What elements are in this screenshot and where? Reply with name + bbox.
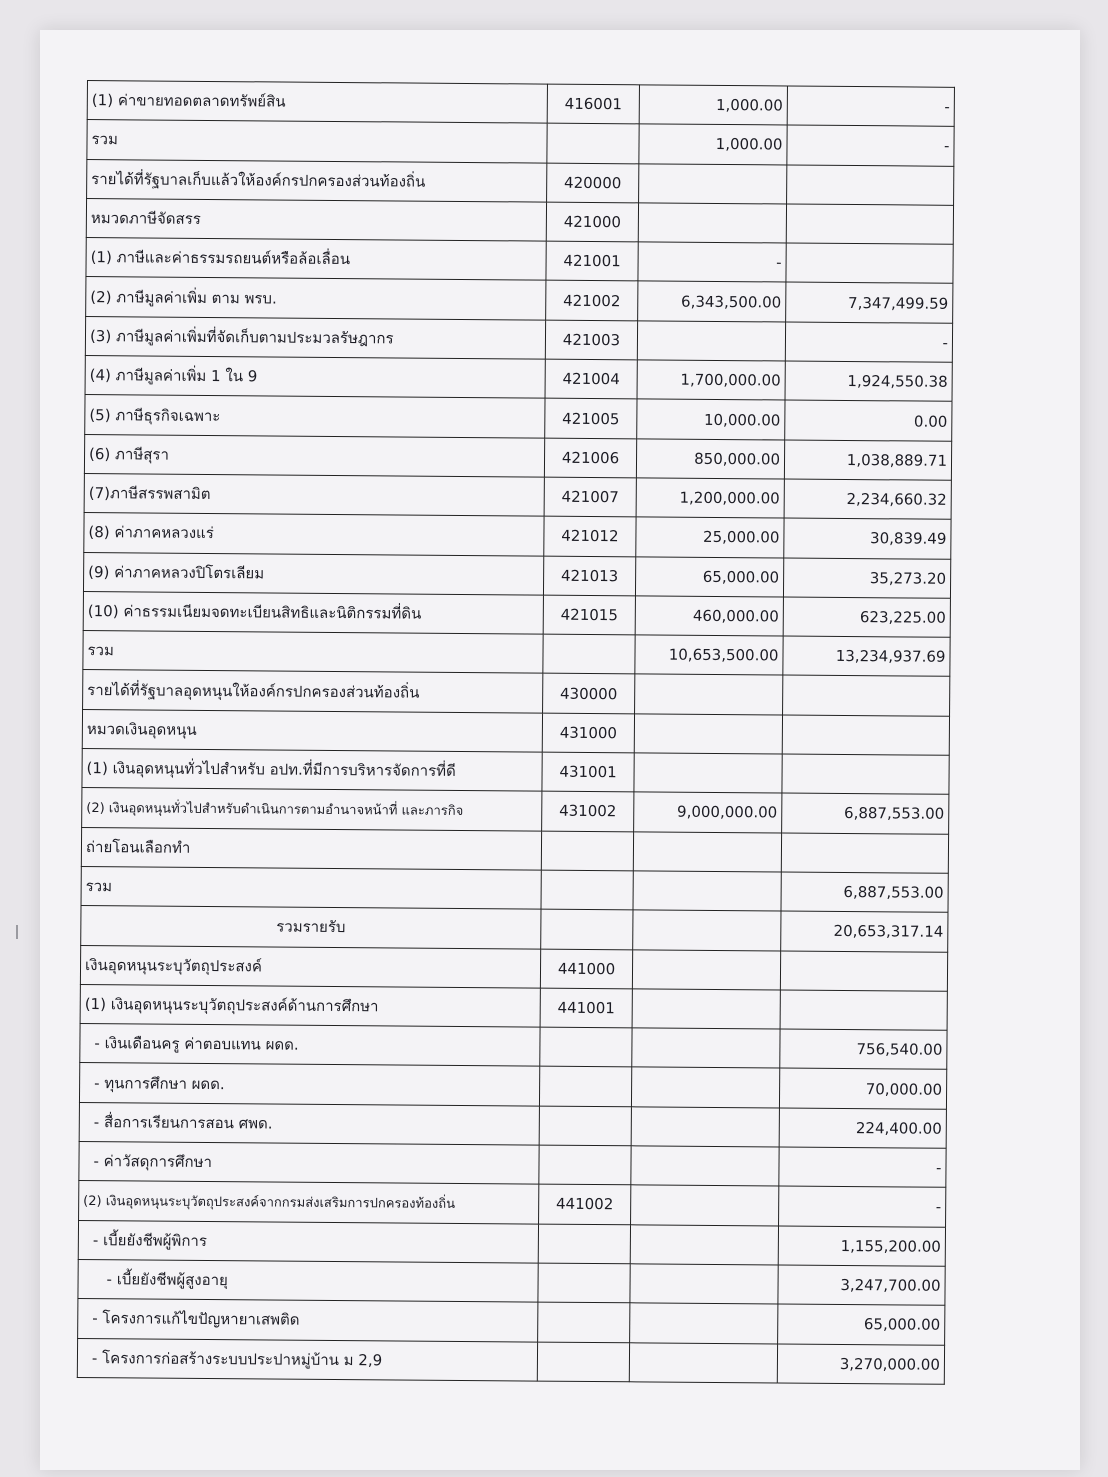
- table-row: [79, 1181, 946, 1227]
- table-row: [79, 1063, 946, 1109]
- actual-amount-cell: -: [787, 125, 954, 166]
- actual-amount-cell: 3,270,000.00: [777, 1343, 944, 1384]
- actual-amount-cell: -: [779, 1186, 946, 1227]
- budget-amount-cell: [631, 1107, 779, 1147]
- item-cell: เงินอุดหนุนระบุวัตถุประสงค์: [80, 945, 540, 988]
- item-cell: - เบี้ยยังชีพผู้พิการ: [78, 1220, 538, 1263]
- actual-amount-cell: 1,038,889.71: [784, 440, 951, 481]
- table-row: [81, 866, 948, 912]
- account-code-cell: [543, 634, 635, 674]
- account-code-cell: [540, 1027, 632, 1067]
- table-row: [84, 513, 951, 559]
- budget-amount-cell: [633, 871, 781, 911]
- account-code-cell: [539, 1067, 631, 1107]
- table-row: [78, 1259, 945, 1305]
- account-code-cell: 420000: [547, 163, 639, 203]
- account-code-cell: 421000: [546, 202, 638, 242]
- actual-amount-cell: 623,225.00: [783, 597, 950, 638]
- actual-amount-cell: [787, 165, 954, 206]
- actual-amount-cell: [783, 675, 950, 716]
- table-row: [78, 1299, 945, 1345]
- table-row: [82, 788, 949, 834]
- budget-amount-cell: [631, 1146, 779, 1186]
- item-cell: - ทุนการศึกษา ผดด.: [79, 1063, 539, 1106]
- budget-amount-cell: [638, 203, 786, 243]
- account-code-cell: 421002: [546, 281, 638, 321]
- item-cell: ถ่ายโอนเลือกทำ: [81, 827, 541, 870]
- item-cell: (2) ภาษีมูลค่าเพิ่ม ตาม พรบ.: [86, 277, 546, 320]
- actual-amount-cell: [782, 754, 949, 795]
- item-cell: (2) เงินอุดหนุนระบุวัตถุประสงค์จากกรมส่งเสริมการปกครองท้องถิ่น: [79, 1181, 539, 1224]
- table-row: [80, 1024, 947, 1070]
- actual-amount-cell: 756,540.00: [780, 1029, 947, 1070]
- table-row: [84, 473, 951, 519]
- table-row: [83, 552, 950, 598]
- budget-amount-cell: [630, 1224, 778, 1264]
- item-cell: หมวดภาษีจัดสรร: [86, 198, 546, 241]
- budget-amount-cell: 460,000.00: [635, 596, 783, 636]
- account-code-cell: 430000: [543, 674, 635, 714]
- budget-amount-cell: [629, 1342, 777, 1382]
- actual-amount-cell: 2,234,660.32: [784, 479, 951, 520]
- account-code-cell: [538, 1263, 630, 1303]
- budget-amount-cell: 10,000.00: [637, 399, 785, 439]
- actual-amount-cell: [786, 204, 953, 245]
- table-row: [83, 670, 950, 716]
- account-code-cell: [537, 1342, 629, 1382]
- table-row: [87, 120, 954, 166]
- actual-amount-cell: 35,273.20: [783, 558, 950, 599]
- account-code-cell: [538, 1224, 630, 1264]
- budget-amount-cell: [632, 989, 780, 1029]
- budget-amount-cell: [631, 1067, 779, 1107]
- budget-amount-cell: 1,000.00: [639, 85, 787, 125]
- budget-amount-cell: [634, 753, 782, 793]
- budget-amount-cell: 10,653,500.00: [635, 635, 783, 675]
- budget-amount-cell: [631, 1185, 779, 1225]
- account-code-cell: 421015: [543, 595, 635, 635]
- account-code-cell: [547, 123, 639, 163]
- budget-amount-cell: 1,000.00: [639, 124, 787, 164]
- item-cell: รายได้ที่รัฐบาลอุดหนุนให้องค์กรปกครองส่วนท้องถิ่น: [83, 670, 543, 713]
- table-row: [78, 1220, 945, 1266]
- account-code-cell: 421006: [544, 438, 636, 478]
- actual-amount-cell: 1,155,200.00: [778, 1226, 945, 1267]
- revenue-table-body: [77, 81, 954, 1385]
- table-row: [86, 238, 953, 284]
- account-code-cell: [541, 909, 633, 949]
- account-code-cell: [541, 870, 633, 910]
- table-row: [84, 434, 951, 480]
- actual-amount-cell: 6,887,553.00: [781, 872, 948, 913]
- item-cell: (4) ภาษีมูลค่าเพิ่ม 1 ใน 9: [85, 356, 545, 399]
- account-code-cell: 421012: [544, 516, 636, 556]
- item-cell: รวม: [87, 120, 547, 163]
- table-row: [83, 591, 950, 637]
- table-row: [80, 984, 947, 1030]
- item-cell: รายได้ที่รัฐบาลเก็บแล้วให้องค์กรปกครองส่วนท้องถิ่น: [87, 159, 547, 202]
- budget-amount-cell: [632, 1028, 780, 1068]
- budget-amount-cell: 6,343,500.00: [638, 281, 786, 321]
- item-cell: - โครงการแก้ไขปัญหายาเสพติด: [78, 1299, 538, 1342]
- account-code-cell: 441002: [539, 1184, 631, 1224]
- account-code-cell: 421003: [545, 320, 637, 360]
- budget-amount-cell: [630, 1264, 778, 1304]
- budget-amount-cell: [632, 949, 780, 989]
- item-cell: รวม: [83, 631, 543, 674]
- account-code-cell: 421004: [545, 359, 637, 399]
- actual-amount-cell: 13,234,937.69: [783, 636, 950, 677]
- table-row: [77, 1338, 944, 1384]
- account-code-cell: 421007: [544, 477, 636, 517]
- budget-amount-cell: 9,000,000.00: [634, 792, 782, 832]
- item-cell: - ค่าวัสดุการศึกษา: [79, 1141, 539, 1184]
- actual-amount-cell: 30,839.49: [784, 518, 951, 559]
- item-cell: (8) ค่าภาคหลวงแร่: [84, 513, 544, 556]
- table-row: [79, 1102, 946, 1148]
- actual-amount-cell: 65,000.00: [778, 1304, 945, 1345]
- account-code-cell: [539, 1145, 631, 1185]
- table-row: [81, 906, 948, 952]
- table-row: [86, 198, 953, 244]
- account-code-cell: 416001: [547, 84, 639, 124]
- budget-amount-cell: [633, 910, 781, 950]
- actual-amount-cell: -: [787, 86, 954, 127]
- item-cell: (6) ภาษีสุรา: [84, 434, 544, 477]
- table-row: [85, 356, 952, 402]
- actual-amount-cell: 3,247,700.00: [778, 1265, 945, 1306]
- actual-amount-cell: [781, 833, 948, 874]
- budget-amount-cell: 1,200,000.00: [636, 478, 784, 518]
- table-row: [82, 749, 949, 795]
- table-row: [87, 81, 954, 127]
- account-code-cell: 441001: [540, 988, 632, 1028]
- actual-amount-cell: 7,347,499.59: [786, 282, 953, 323]
- budget-amount-cell: [630, 1303, 778, 1343]
- table-row: [79, 1141, 946, 1187]
- budget-amount-cell: [633, 831, 781, 871]
- budget-amount-cell: [639, 163, 787, 203]
- item-cell: รวมรายรับ: [81, 906, 541, 949]
- page-edge-mark: [16, 925, 18, 939]
- budget-amount-cell: 25,000.00: [636, 517, 784, 557]
- table-row: [81, 827, 948, 873]
- account-code-cell: 431001: [542, 752, 634, 792]
- item-cell: (1) เงินอุดหนุนระบุวัตถุประสงค์ด้านการศึกษา: [80, 984, 540, 1027]
- budget-amount-cell: [634, 714, 782, 754]
- account-code-cell: 421001: [546, 241, 638, 281]
- budget-amount-cell: 1,700,000.00: [637, 360, 785, 400]
- item-cell: - เบี้ยยังชีพผู้สูงอายุ: [78, 1259, 538, 1302]
- actual-amount-cell: 70,000.00: [779, 1068, 946, 1109]
- actual-amount-cell: [782, 715, 949, 756]
- item-cell: - โครงการก่อสร้างระบบประปาหมู่บ้าน ม 2,9: [77, 1338, 537, 1381]
- table-row: [85, 316, 952, 362]
- table-row: [85, 395, 952, 441]
- account-code-cell: [539, 1106, 631, 1146]
- item-cell: (2) เงินอุดหนุนทั่วไปสำหรับดำเนินการตามอำนาจหน้าที่ และภารกิจ: [82, 788, 542, 831]
- budget-amount-cell: -: [638, 242, 786, 282]
- budget-amount-cell: [635, 674, 783, 714]
- account-code-cell: [541, 831, 633, 871]
- actual-amount-cell: -: [779, 1147, 946, 1188]
- item-cell: (7)ภาษีสรรพสามิต: [84, 473, 544, 516]
- account-code-cell: [538, 1302, 630, 1342]
- item-cell: (9) ค่าภาคหลวงปิโตรเลียม: [83, 552, 543, 595]
- account-code-cell: 421005: [545, 398, 637, 438]
- table-row: [87, 159, 954, 205]
- budget-amount-cell: 65,000.00: [635, 556, 783, 596]
- item-cell: (10) ค่าธรรมเนียมจดทะเบียนสิทธิและนิติกรรมที่ดิน: [83, 591, 543, 634]
- table-row: [86, 277, 953, 323]
- table-row: [82, 709, 949, 755]
- budget-amount-cell: [637, 321, 785, 361]
- account-code-cell: 421013: [543, 556, 635, 596]
- actual-amount-cell: 1,924,550.38: [785, 361, 952, 402]
- account-code-cell: 441000: [540, 949, 632, 989]
- table-row: [83, 631, 950, 677]
- actual-amount-cell: 224,400.00: [779, 1108, 946, 1149]
- item-cell: (3) ภาษีมูลค่าเพิ่มที่จัดเก็บตามประมวลรัษฎากร: [85, 316, 545, 359]
- actual-amount-cell: [786, 243, 953, 284]
- actual-amount-cell: -: [785, 322, 952, 363]
- actual-amount-cell: 20,653,317.14: [781, 911, 948, 952]
- table-row: [80, 945, 947, 991]
- revenue-table: [77, 80, 955, 1385]
- actual-amount-cell: 0.00: [785, 400, 952, 441]
- account-code-cell: 431002: [542, 791, 634, 831]
- actual-amount-cell: [780, 990, 947, 1031]
- item-cell: (5) ภาษีธุรกิจเฉพาะ: [85, 395, 545, 438]
- item-cell: (1) เงินอุดหนุนทั่วไปสำหรับ อปท.ที่มีการบริหารจัดการที่ดี: [82, 749, 542, 792]
- item-cell: รวม: [81, 866, 541, 909]
- item-cell: - สื่อการเรียนการสอน ศพด.: [79, 1102, 539, 1145]
- actual-amount-cell: [780, 951, 947, 992]
- item-cell: (1) ภาษีและค่าธรรมรถยนต์หรือล้อเลื่อน: [86, 238, 546, 281]
- item-cell: (1) ค่าขายทอดตลาดทรัพย์สิน: [87, 81, 547, 124]
- account-code-cell: 431000: [542, 713, 634, 753]
- item-cell: - เงินเดือนครู ค่าตอบแทน ผดด.: [80, 1024, 540, 1067]
- actual-amount-cell: 6,887,553.00: [782, 793, 949, 834]
- item-cell: หมวดเงินอุดหนุน: [82, 709, 542, 752]
- budget-amount-cell: 850,000.00: [636, 439, 784, 479]
